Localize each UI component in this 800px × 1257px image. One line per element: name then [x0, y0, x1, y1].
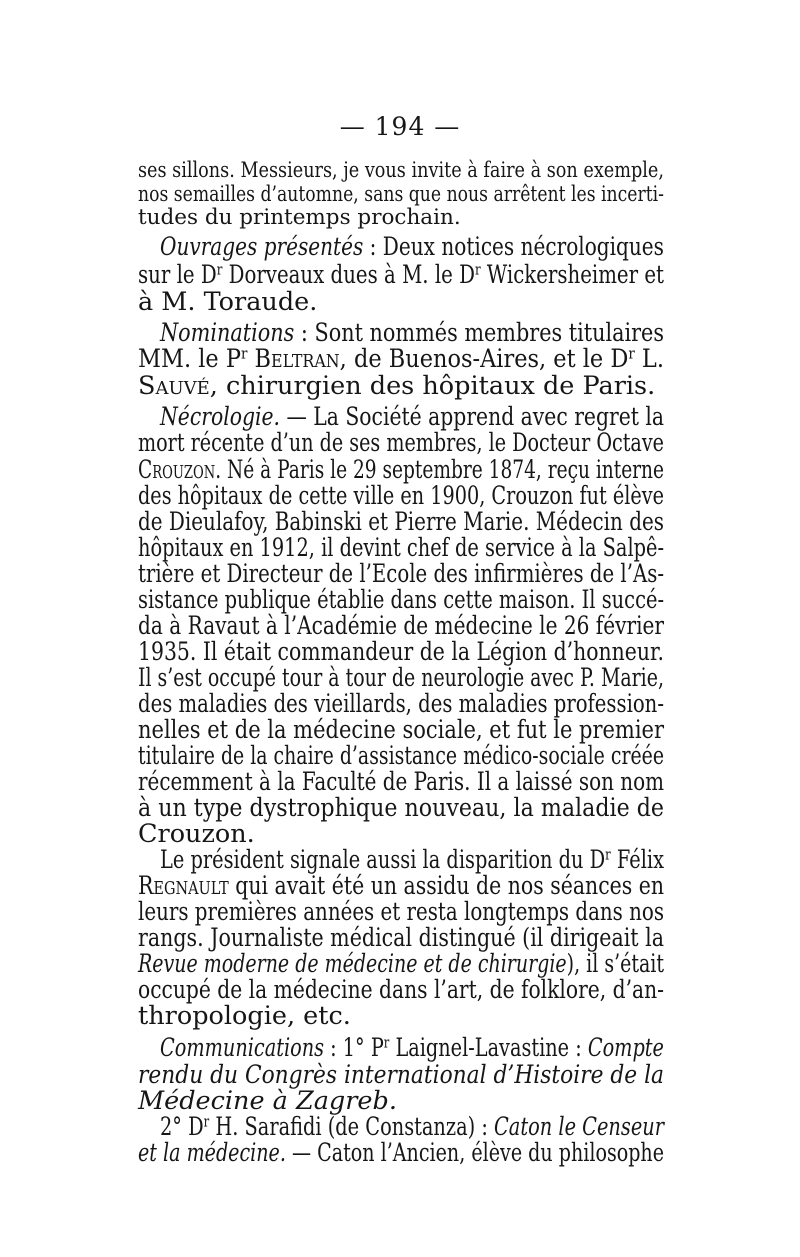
section-heading-ouvrages: Ouvrages présentés: [160, 232, 364, 262]
text-line: rangs. Journaliste médical distingué (il dirigeait la: [138, 923, 664, 953]
text-line: da à Ravaut à l’Académie de médecine le 26 février: [138, 611, 665, 641]
text-line: 1935. Il était commandeur de la Légion d’honneur.: [138, 637, 665, 667]
text-line: Sauvé, chirurgien des hôpitaux de Paris.: [138, 371, 656, 401]
text-line: occupé de la médecine dans l’art, de folklore, d’an-: [138, 975, 664, 1005]
text-line: Crouzon. Né à Paris le 29 septembre 1874, reçu interne: [138, 455, 665, 485]
text-line: trière et Directeur de l’Ecole des infirmières de l’As-: [138, 559, 665, 589]
text-line: Ouvrages présentés : Deux notices nécrologiques: [160, 232, 664, 262]
text-line: Nominations : Sont nommés membres titulaires: [160, 318, 665, 348]
text-line: leurs premières années et resta longtemps dans nos: [138, 897, 665, 927]
text-line: des maladies des vieillards, des maladies profession-: [138, 689, 664, 719]
text-line: Communications : 1° $P^r$ Laignel-Lavastine : Compte: [160, 1033, 664, 1063]
text-line: hôpitaux en 1912, il devint chef de service à la Salpê-: [138, 533, 665, 563]
text-line: Revue moderne de médecine et de chirurgie), il s’était: [138, 949, 665, 979]
text-line: sur le $D^r$ Dorveaux dues à M. le $D^r$ Wickersheimer et: [138, 260, 664, 290]
section-heading-communications: Communications: [160, 1033, 325, 1063]
text-line: Il s’est occupé tour à tour de neurologie avec P. Marie,: [138, 663, 664, 693]
text-line: Crouzon.: [138, 819, 255, 849]
text-line: à M. Toraude.: [138, 287, 318, 317]
text-line: sistance publique établie dans cette maison. Il succé-: [138, 585, 665, 615]
text-line: Regnault qui avait été un assidu de nos séances en: [138, 871, 665, 901]
text-line: nos semailles d’automne, sans que nous arrêtent les incerti-: [138, 182, 665, 207]
text-line: tudes du printemps prochain.: [138, 205, 461, 230]
text-line: nelles et de la médecine sociale, et fut le premier: [138, 715, 664, 745]
journal-title: Revue moderne de médecine et de chirurgie: [138, 949, 567, 979]
section-heading-necrologie: Nécrologie.: [160, 402, 280, 432]
text-line: récemment à la Faculté de Paris. Il a laissé son nom: [138, 767, 664, 797]
text-line: ses sillons. Messieurs, je vous invite à faire à son exemple,: [138, 158, 664, 183]
text-line: à un type dystrophique nouveau, la maladie de: [138, 793, 665, 823]
text-line: Le président signale aussi la disparition du $D^r$ Félix: [160, 845, 664, 875]
text-line: Médecine à Zagreb.: [138, 1086, 397, 1116]
text-line: titulaire de la chaire d’assistance médico-sociale créée: [138, 741, 665, 771]
text-line: 2° $D^r$ H. Sarafidi (de Constanza) : Caton le Censeur: [160, 1112, 664, 1142]
text-line: des hôpitaux de cette ville en 1900, Crouzon fut élève: [138, 481, 665, 511]
text-line: et la médecine. — Caton l’Ancien, élève du philosophe: [138, 1138, 665, 1168]
section-heading-nominations: Nominations: [160, 318, 295, 348]
text-line: thropologie, etc.: [138, 1001, 351, 1031]
text-line: de Dieulafoy, Babinski et Pierre Marie. Médecin des: [138, 507, 664, 537]
text-line: rendu du Congrès international d’Histoire de la: [138, 1060, 665, 1090]
text-line: mort récente d’un de ses membres, le Docteur Octave: [138, 428, 664, 458]
text-line: MM. le $P^r$ Beltran, de Buenos-Aires, et le $D^r$ L.: [138, 344, 664, 374]
text-line: Nécrologie. — La Société apprend avec regret la: [160, 402, 665, 432]
page-number: — 194 —: [339, 112, 461, 141]
